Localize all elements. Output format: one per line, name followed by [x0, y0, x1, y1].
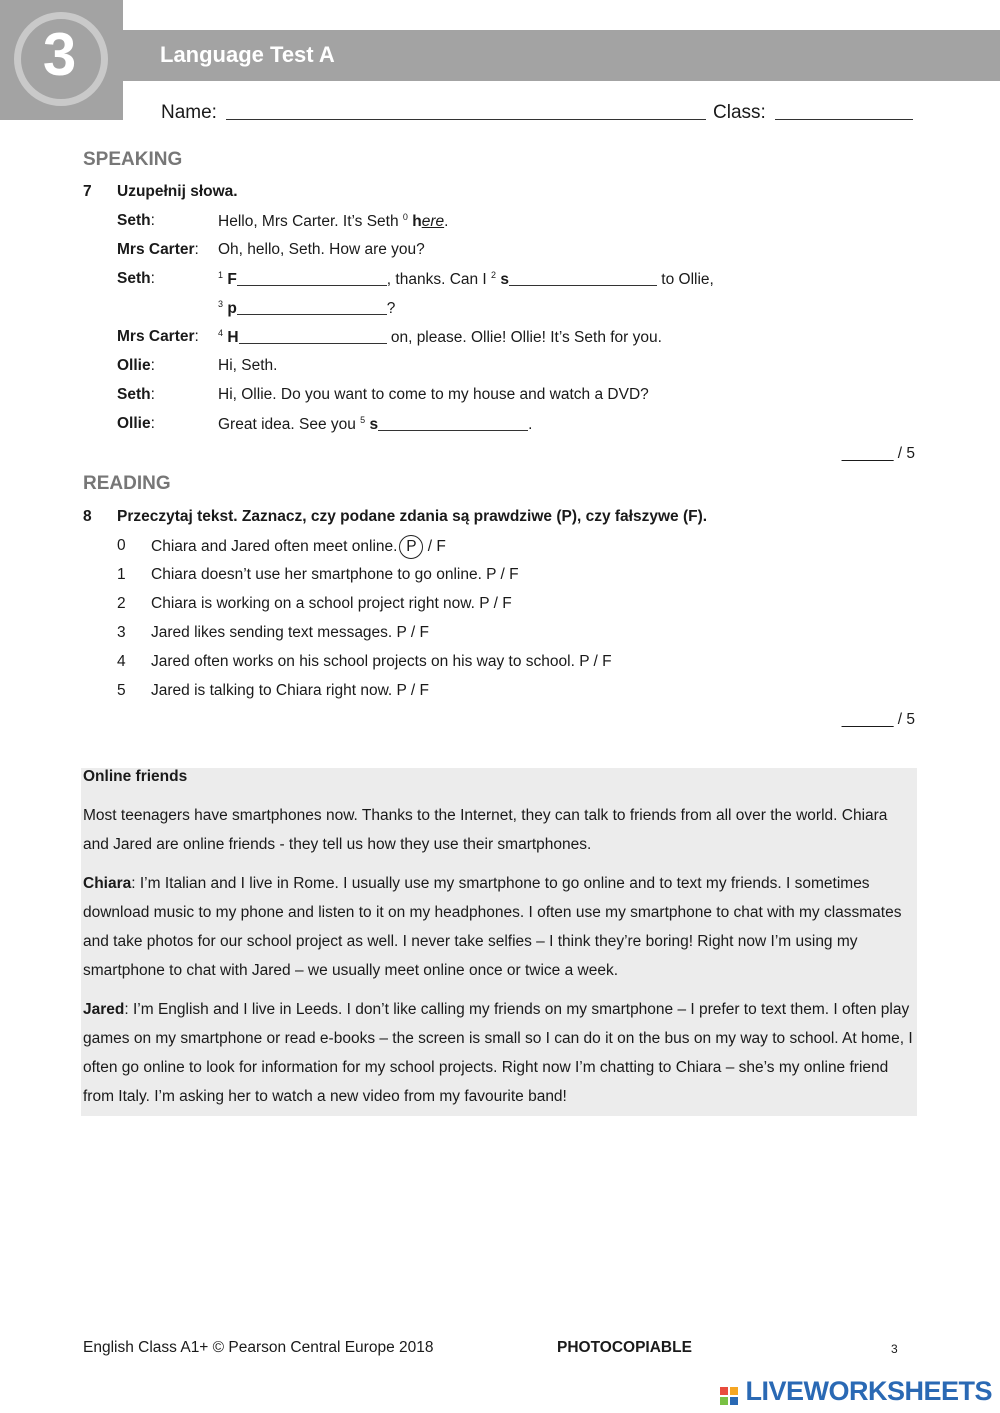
speaker-label: Seth: [117, 386, 155, 403]
class-label: Class: [713, 102, 766, 123]
item-number: 0 [117, 537, 126, 554]
circled-answer: P [399, 535, 423, 559]
test-title: Language Test A [160, 42, 335, 67]
jared-paragraph: Jared: I’m English and I live in Leeds. I don’t like calling my friends on my smartphone – I prefer to text them. I often play games on my smartphone or read e-books – the screen is small so I can do it on the bus on my way to school. At home, I often go online to look for information for my school projects. Right now I’m chatting to Chiara – she’s my online friend from Italy. I’m asking her to watch a new video from my favourite band! [83, 1001, 913, 1105]
title-bar [123, 30, 1000, 81]
exercise-7-instruction: Uzupełnij słowa. [117, 183, 238, 200]
speaking-heading: SPEAKING [83, 149, 183, 170]
reading-heading: READING [83, 473, 171, 494]
true-false-item[interactable]: Jared likes sending text messages. P / F [151, 624, 429, 641]
gap-1-field[interactable] [237, 271, 387, 286]
chiara-paragraph: Chiara: I’m Italian and I live in Rome. I usually use my smartphone to go online and to text my friends. I sometimes download music to my phone and listen to it on my headphones. I often use my smartphone to chat with my classmates and take photos for our school project as well. I never take selfies – I think they’re boring! Right now I’m using my smartphone to chat with Jared – we usually meet online once or twice a week. [83, 875, 902, 979]
logo-icon [719, 1386, 741, 1406]
gap-2-field[interactable] [509, 271, 657, 286]
intro-paragraph: Most teenagers have smartphones now. Thanks to the Internet, they can talk to friends from all over the world. Chiara and Jared are online friends - they tell us how they use their smartphones. [83, 807, 888, 853]
photocopiable-label: PHOTOCOPIABLE [557, 1339, 692, 1356]
dialogue-line-4: $^4$ H on, please. Ollie! Ollie! It’s Seth for you. [218, 328, 662, 346]
dialogue-line-1: Oh, hello, Seth. How are you? [218, 241, 425, 258]
page-number: 3 [891, 1342, 898, 1356]
speaker-label: Seth: [117, 270, 155, 287]
gap-4-field[interactable] [239, 329, 387, 344]
reading-score: ______ / 5 [841, 711, 915, 728]
speaker-label: Seth: [117, 212, 155, 229]
example-answer: ere [421, 213, 445, 230]
name-row [161, 101, 706, 124]
dialogue-line-3: $^3$ p ? [218, 299, 396, 317]
dialogue-line-2: $^1$ F , thanks. Can I $^2$ s to Ollie, [218, 270, 714, 288]
true-false-item[interactable]: Chiara doesn’t use her smartphone to go online. P / F [151, 566, 519, 583]
true-false-item[interactable]: Chiara is working on a school project right now. P / F [151, 595, 512, 612]
logo-text: LIVEWORKSHEETS [745, 1376, 992, 1406]
exercise-8-instruction: Przeczytaj tekst. Zaznacz, czy podane zdania są prawdziwe (P), czy fałszywe (F). [117, 508, 708, 525]
item-number: 5 [117, 682, 126, 699]
example-item: Chiara and Jared often meet online. P / F [151, 535, 446, 559]
item-number: 3 [117, 624, 126, 641]
class-field[interactable] [775, 101, 913, 120]
item-number: 1 [117, 566, 126, 583]
speaking-score: ______ / 5 [841, 445, 915, 462]
gap-5-field[interactable] [378, 416, 528, 431]
class-row [713, 101, 913, 124]
gap-3-field[interactable] [237, 300, 387, 315]
item-number: 2 [117, 595, 126, 612]
speaker-label: Ollie: [117, 357, 155, 374]
unit-badge [0, 0, 123, 120]
copyright: English Class A1+ © Pearson Central Europe 2018 [83, 1339, 434, 1356]
name-field[interactable] [226, 101, 706, 120]
exercise-7-number: 7 [83, 183, 92, 200]
dialogue-line-6: Hi, Ollie. Do you want to come to my house and watch a DVD? [218, 386, 649, 403]
exercise-8-number: 8 [83, 508, 92, 525]
dialogue-line-7: Great idea. See you $^5$ s . [218, 415, 533, 433]
speaker-label: Mrs Carter: [117, 241, 199, 258]
dialogue-line-5: Hi, Seth. [218, 357, 278, 374]
true-false-item[interactable]: Jared is talking to Chiara right now. P / F [151, 682, 429, 699]
dialogue-line-0: Hello, Mrs Carter. It’s Seth $^0$ here. [218, 212, 449, 230]
liveworksheets-logo [719, 1376, 992, 1408]
true-false-item[interactable]: Jared often works on his school projects on his way to school. P / F [151, 653, 612, 670]
speaker-label: Mrs Carter: [117, 328, 199, 345]
speaker-label: Ollie: [117, 415, 155, 432]
text-title: Online friends [83, 768, 188, 785]
name-label: Name: [161, 102, 217, 123]
item-number: 4 [117, 653, 126, 670]
reading-text-box [81, 768, 917, 1116]
unit-number: 3 [42, 21, 77, 88]
